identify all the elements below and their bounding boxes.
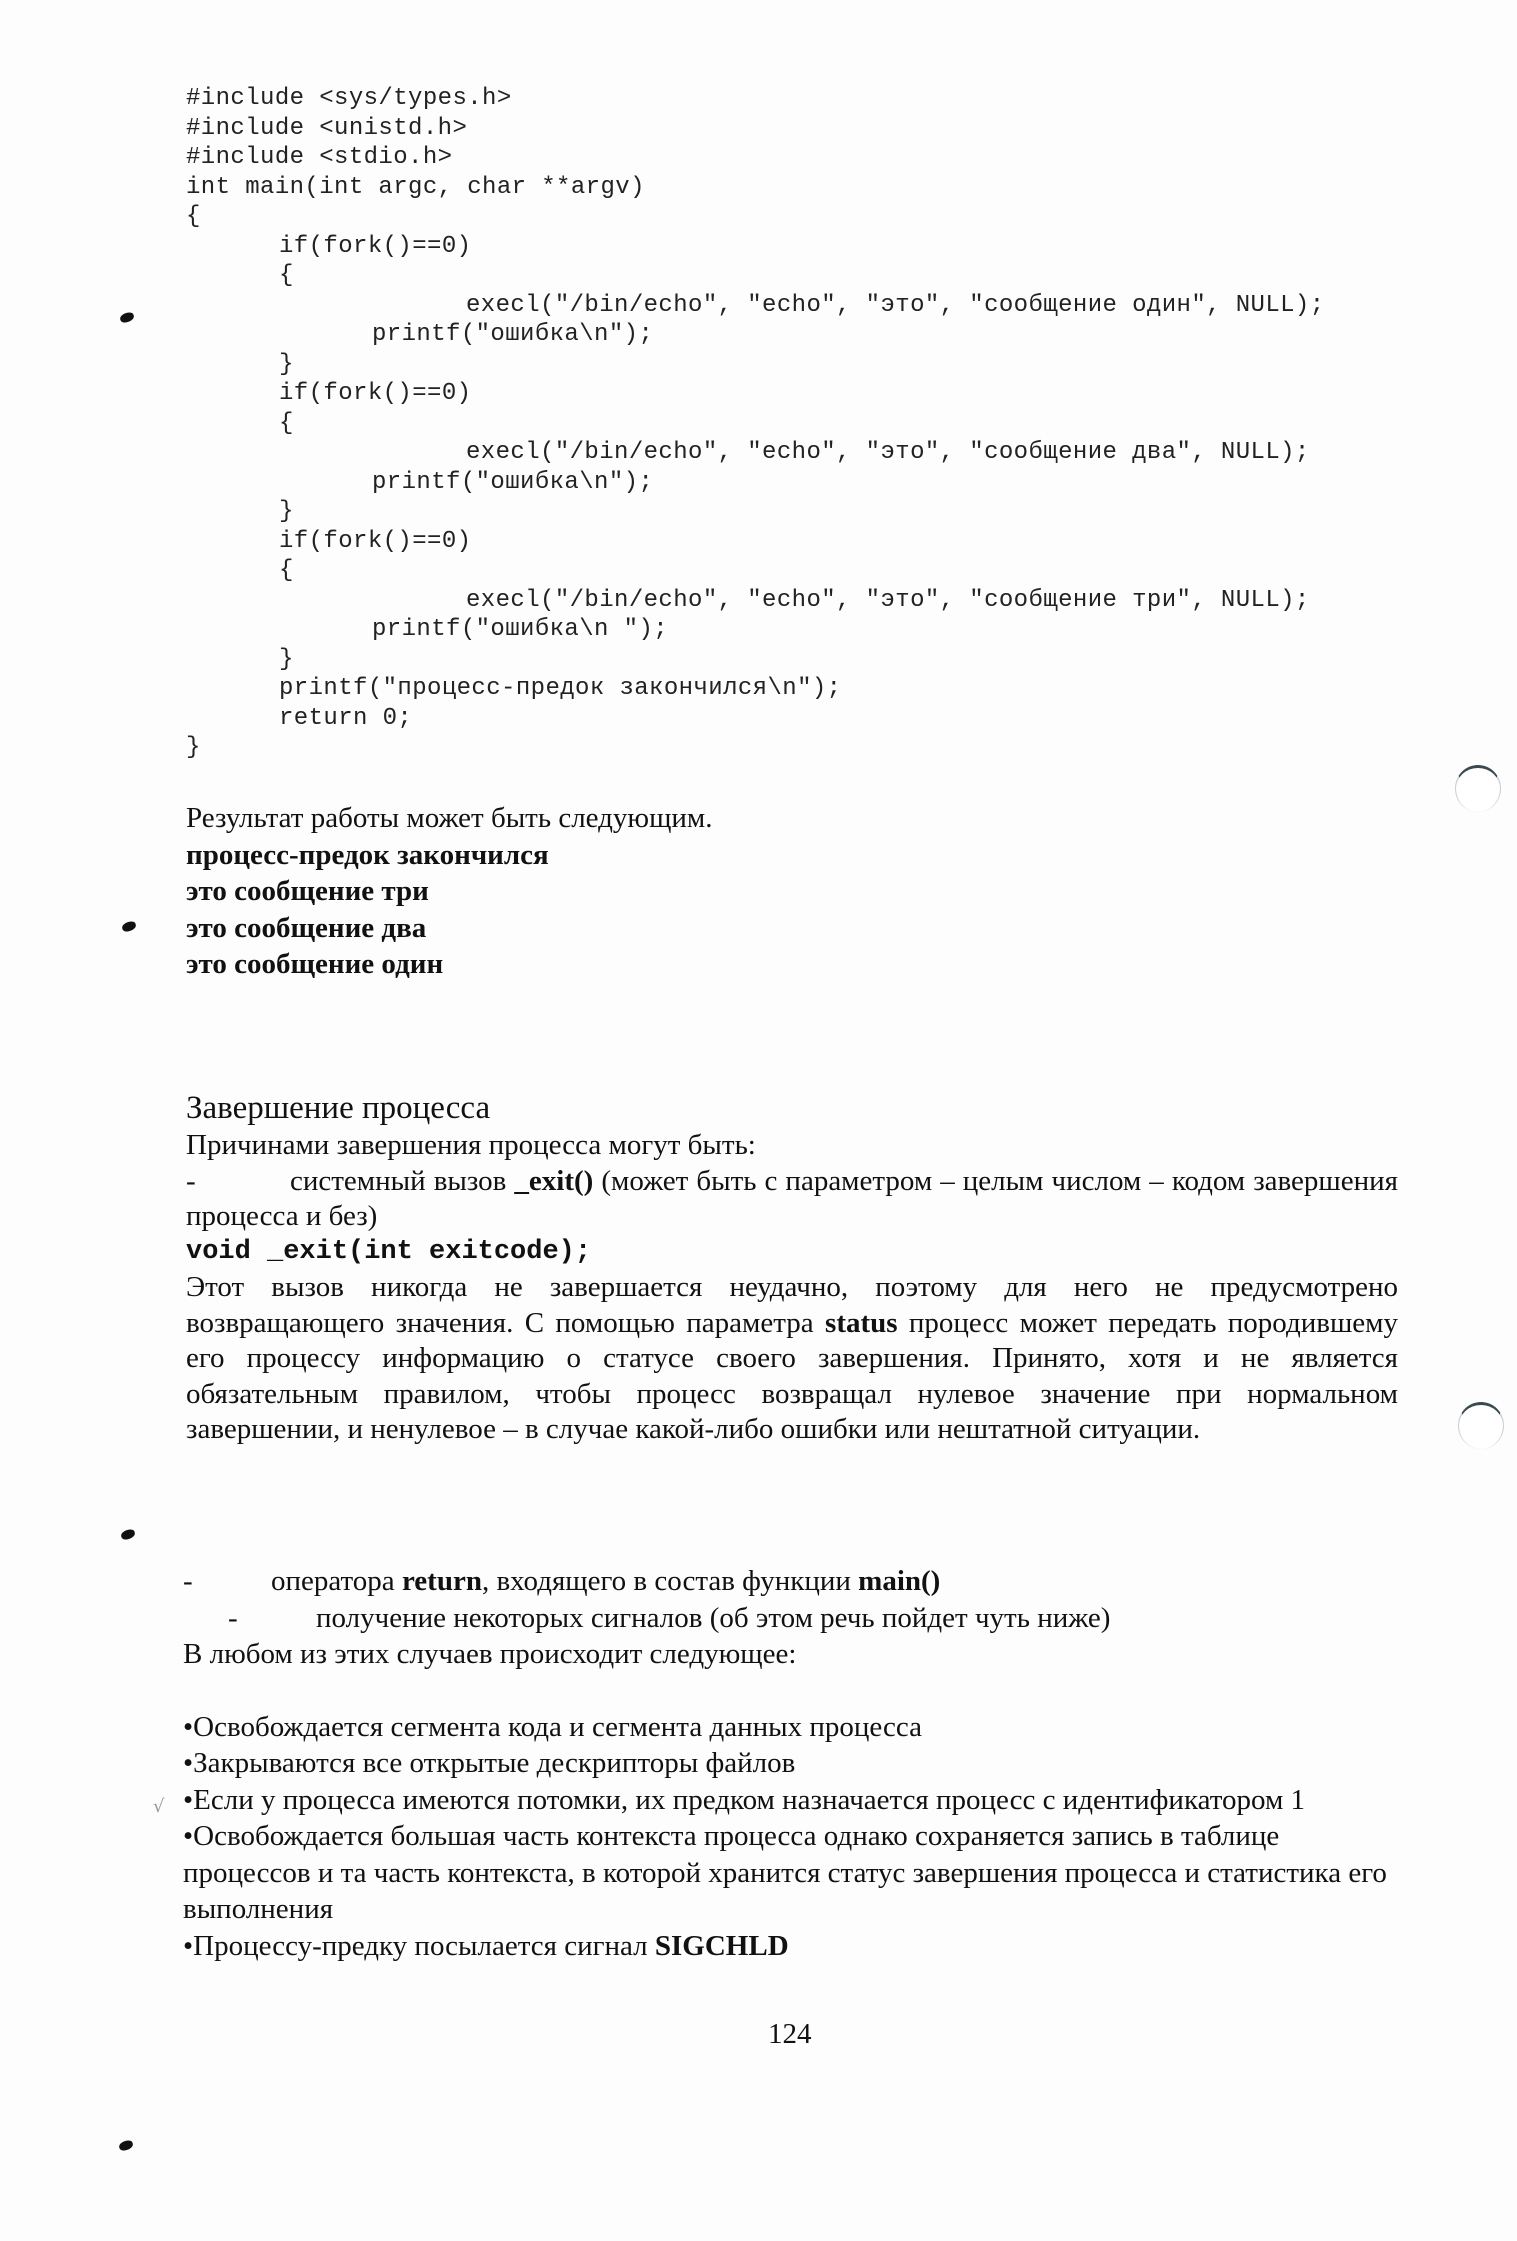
page-number: 124 [768, 2018, 812, 2050]
code-line: } [186, 734, 201, 761]
margin-mark [118, 2139, 134, 2151]
dash-bullet: - [228, 1601, 238, 1634]
code-line: { [279, 409, 294, 437]
code-line: } [279, 350, 294, 378]
consequence-intro: В любом из этих случаев происходит следующее: [183, 1638, 797, 1670]
status-param: status [825, 1306, 898, 1339]
margin-mark [120, 1528, 136, 1540]
exit-call: _exit() [514, 1164, 594, 1197]
code-line: execl("/bin/echo", "echo", "это", "сообщение три", NULL); [466, 586, 1310, 614]
exit-description: Этот вызов никогда не завершается неудачно, поэтому для него не предусмотрено возвращающего значения. С помощью параметра status процесс может передать породившему его процессу информацию о статусе своего завершения. Принято, хотя и не является обязательным правилом, чтобы процесс возвращал нулевое значение при нормальном завершении, и ненулевое – в случае какой-либо ошибки или нештатной ситуации. [186, 1271, 1398, 1445]
code-line: { [279, 557, 294, 584]
output-line: это сообщение три [186, 875, 429, 907]
result-block [186, 800, 713, 983]
section-heading: Завершение процесса [186, 1090, 491, 1126]
output-line: это сообщение два [186, 911, 427, 944]
bullet-item: •Освобождается большая часть контекста процесса однако сохраняется запись в таблице процессов и та часть контекста, в которой хранится статус завершения процесса и статистика его выполнения [183, 1820, 1387, 1925]
code-line: execl("/bin/echo", "echo", "это", "сообщение один", NULL); [466, 291, 1325, 319]
code-line: } [279, 498, 294, 525]
code-line: if(fork()==0) [279, 232, 472, 260]
dash-bullet: - [186, 1164, 196, 1197]
punch-hole [1458, 1402, 1504, 1449]
margin-mark [121, 920, 137, 932]
exit-signature: void _exit(int exitcode); [186, 1236, 592, 1267]
code-line: int main(int argc, char **argv) [186, 173, 645, 201]
code-line: printf("процесс-предок закончился\n"); [279, 675, 842, 702]
code-line: printf("ошибка\n "); [372, 616, 669, 643]
reason-signals: - получение некоторых сигналов (об этом речь пойдет чуть ниже) [183, 1600, 1423, 1637]
code-line: #include <unistd.h> [186, 114, 468, 142]
margin-annotation-icon: √ [153, 1796, 165, 1817]
reason-return: - оператора return, входящего в состав функции main() [183, 1563, 1423, 1600]
bullet-item: •Процессу-предку посылается сигнал SIGCHLD [183, 1929, 789, 1962]
code-line: if(fork()==0) [279, 527, 472, 555]
code-line: printf("ошибка\n"); [372, 468, 654, 496]
output-line: процесс-предок закончился [186, 838, 549, 871]
output-line: это сообщение один [186, 948, 444, 980]
code-line: } [279, 645, 294, 673]
code-listing [186, 84, 1325, 763]
bullet-item: •Если у процесса имеются потомки, их предком назначается процесс с идентификатором 1 [183, 1783, 1306, 1816]
consequences-block [183, 1563, 1423, 1964]
reasons-intro: Причинами завершения процесса могут быть: [186, 1129, 756, 1161]
termination-section [186, 1088, 1398, 1448]
code-line: if(fork()==0) [279, 380, 472, 407]
bullet-item: •Освобождается сегмента кода и сегмента данных процесса [183, 1710, 922, 1743]
dash-bullet: - [183, 1565, 193, 1597]
margin-mark [119, 311, 135, 323]
reason-exit: - системный вызов _exit() (может быть с параметром – целым числом – кодом завершения процесса и без) [186, 1164, 1398, 1232]
code-line: execl("/bin/echo", "echo", "это", "сообщение два", NULL); [466, 439, 1310, 466]
code-line: #include <stdio.h> [186, 144, 453, 171]
result-intro: Результат работы может быть следующим. [186, 802, 713, 834]
sigchld-signal: SIGCHLD [654, 1929, 789, 1962]
code-line: #include <sys/types.h> [186, 85, 512, 112]
punch-hole [1455, 765, 1501, 812]
code-line: printf("ошибка\n"); [372, 321, 654, 348]
code-line: return 0; [279, 704, 413, 732]
code-line: { [186, 203, 201, 230]
bullet-item: •Закрываются все открытые дескрипторы файлов [183, 1747, 796, 1779]
code-line: { [279, 262, 294, 289]
